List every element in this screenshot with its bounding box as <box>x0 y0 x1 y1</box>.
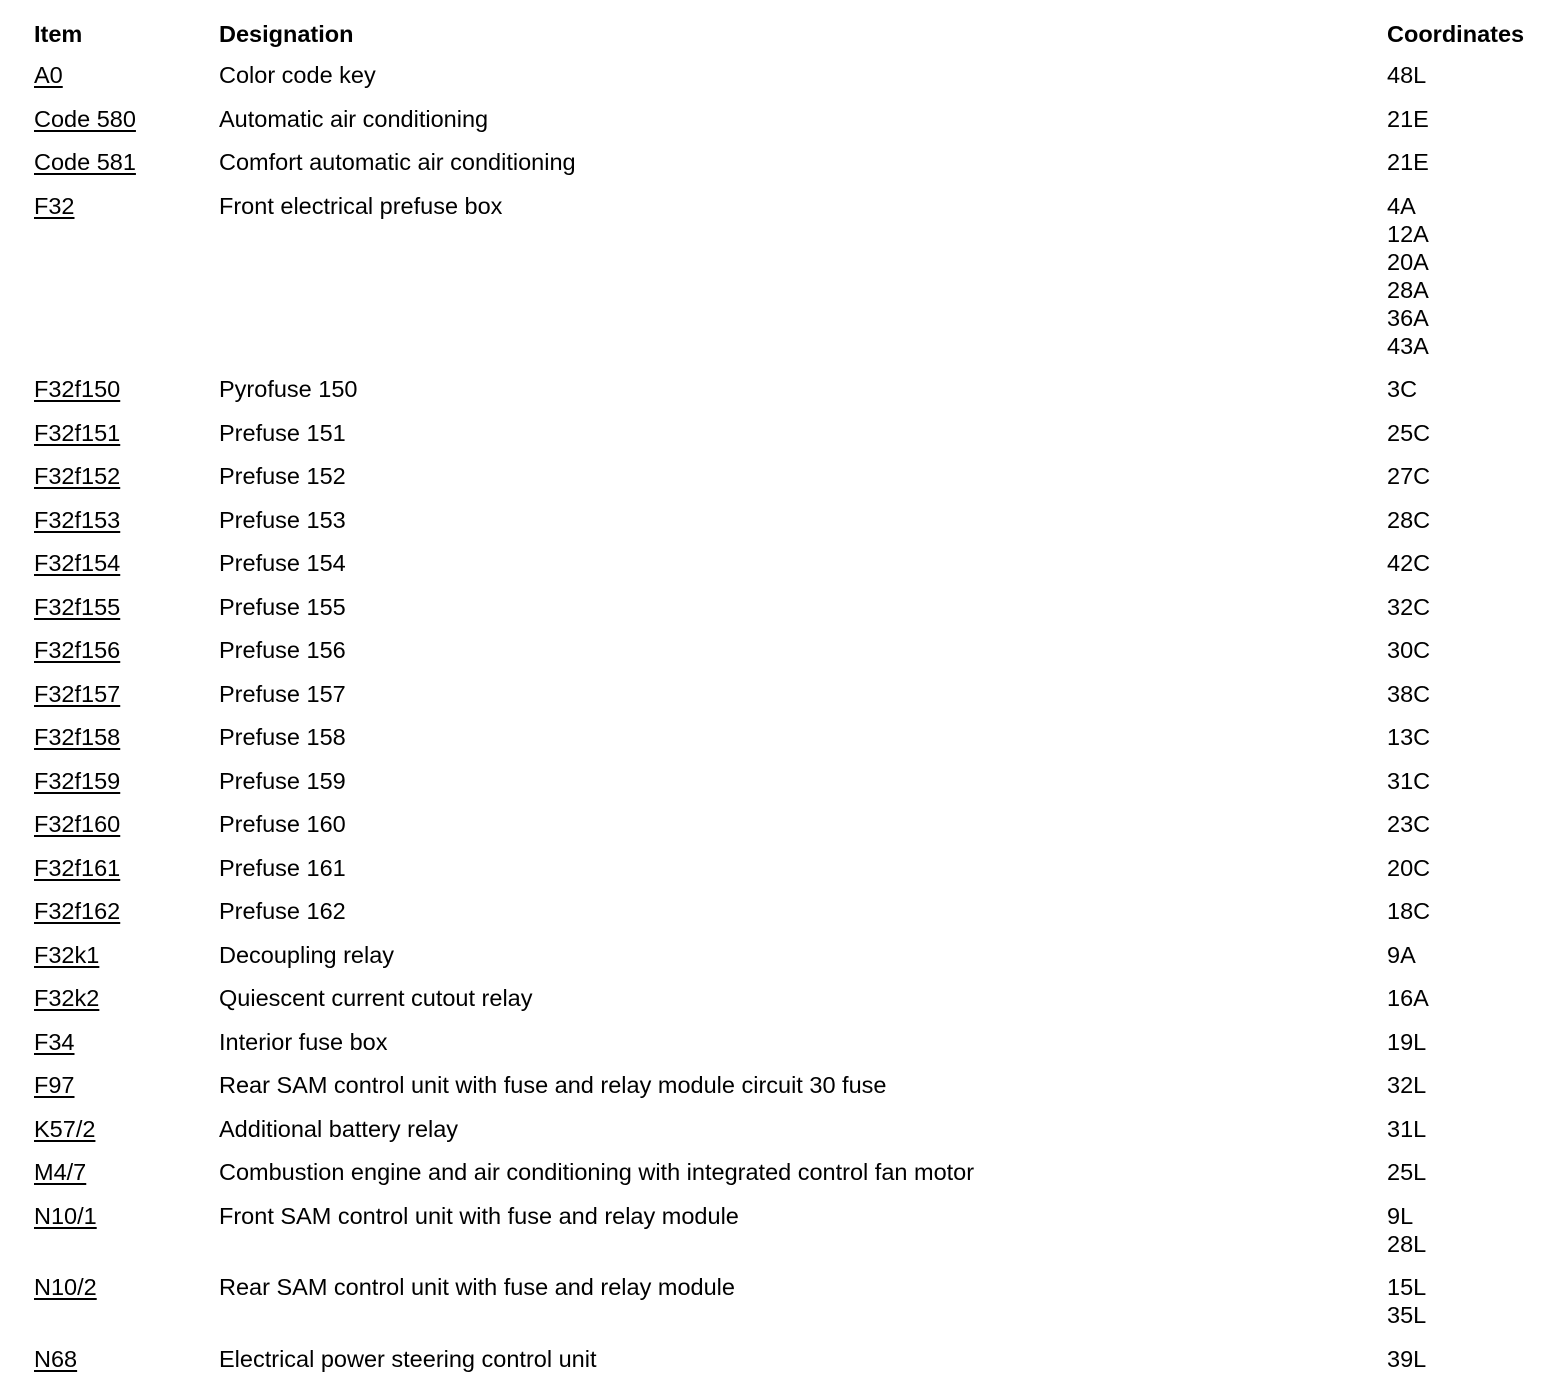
coordinate-value: 42C <box>1387 550 1431 576</box>
item-cell <box>34 192 75 220</box>
designation-cell: Pyrofuse 150 <box>219 376 358 402</box>
coordinate-value: 27C <box>1387 463 1431 489</box>
table-row <box>34 1158 1544 1186</box>
item-link[interactable]: Code 581 <box>34 149 136 175</box>
coordinate-value: 9L <box>1387 1202 1414 1229</box>
item-link[interactable]: F32f157 <box>34 680 121 707</box>
designation-cell: Comfort automatic air conditioning <box>219 149 576 175</box>
coordinate-value: 21E <box>1387 149 1429 175</box>
item-link[interactable]: K57/2 <box>34 1115 96 1142</box>
item-cell <box>34 549 120 577</box>
coordinates-cell <box>1387 941 1416 969</box>
table-row <box>34 1115 1544 1143</box>
item-cell <box>34 767 120 795</box>
table-body <box>34 61 1544 1373</box>
coordinates-cell <box>1387 984 1429 1012</box>
coordinate-value: 31C <box>1387 767 1431 794</box>
designation-cell: Decoupling relay <box>219 941 395 968</box>
coordinates-cell <box>1387 549 1430 577</box>
designation-cell: Quiescent current cutout relay <box>219 985 533 1011</box>
coordinate-value: 3C <box>1387 376 1418 402</box>
item-cell <box>34 1202 97 1230</box>
item-link[interactable]: F32k1 <box>34 941 100 968</box>
designation-cell: Prefuse 158 <box>219 724 346 750</box>
item-link[interactable]: N10/2 <box>34 1274 97 1300</box>
coordinate-value: 30C <box>1387 637 1431 663</box>
item-cell <box>34 593 120 621</box>
coordinates-cell <box>1387 810 1430 838</box>
item-cell <box>34 941 99 969</box>
designation-cell: Color code key <box>219 62 376 88</box>
designation-cell: Prefuse 154 <box>219 550 346 576</box>
coordinates-cell <box>1387 192 1429 360</box>
item-link[interactable]: M4/7 <box>34 1159 87 1185</box>
item-cell <box>34 897 120 925</box>
designation-cell: Prefuse 156 <box>219 637 346 663</box>
column-header-designation: Designation <box>219 21 354 47</box>
coordinates-cell <box>1387 375 1417 403</box>
coordinates-cell <box>1387 636 1430 664</box>
coordinate-value: 21E <box>1387 105 1429 132</box>
item-link[interactable]: F32f162 <box>34 898 121 924</box>
coordinates-cell <box>1387 680 1430 708</box>
designation-cell: Prefuse 153 <box>219 506 346 533</box>
coordinate-value: 36A <box>1387 304 1429 331</box>
designation-cell: Prefuse 157 <box>219 680 346 707</box>
item-link[interactable]: F97 <box>34 1072 75 1098</box>
item-link[interactable]: F32f156 <box>34 637 121 663</box>
legend-table <box>34 20 1544 1388</box>
coordinate-value: 39L <box>1387 1345 1427 1372</box>
item-link[interactable]: F32f152 <box>34 463 121 489</box>
item-cell <box>34 1158 86 1186</box>
item-link[interactable]: F32f150 <box>34 376 121 402</box>
table-row <box>34 462 1544 490</box>
item-cell <box>34 680 120 708</box>
coordinate-value: 15L <box>1387 1274 1427 1300</box>
designation-cell: Interior fuse box <box>219 1028 388 1055</box>
item-link[interactable]: F32f154 <box>34 550 121 576</box>
item-link[interactable]: N68 <box>34 1345 78 1372</box>
item-cell <box>34 810 120 838</box>
item-link[interactable]: F32 <box>34 192 75 219</box>
item-link[interactable]: F32f160 <box>34 811 121 837</box>
table-row <box>34 1028 1544 1056</box>
item-link[interactable]: N10/1 <box>34 1202 97 1229</box>
table-row <box>34 941 1544 969</box>
item-link[interactable]: F32f159 <box>34 767 121 794</box>
table-row <box>34 767 1544 795</box>
coordinates-cell <box>1387 105 1429 133</box>
coordinates-cell <box>1387 897 1430 925</box>
designation-cell: Prefuse 162 <box>219 898 346 924</box>
table-row <box>34 854 1544 882</box>
coordinates-cell <box>1387 1115 1426 1143</box>
item-cell <box>34 375 120 403</box>
coordinates-cell <box>1387 1028 1426 1056</box>
table-row <box>34 1071 1544 1099</box>
item-cell <box>34 1273 97 1301</box>
coordinate-value: 31L <box>1387 1115 1427 1142</box>
item-cell <box>34 462 120 490</box>
coordinates-cell <box>1387 1345 1426 1373</box>
item-link[interactable]: F32f151 <box>34 419 121 446</box>
coordinates-cell <box>1387 419 1430 447</box>
table-row <box>34 1345 1544 1373</box>
coordinate-value: 28A <box>1387 276 1429 303</box>
designation-cell: Prefuse 151 <box>219 419 346 446</box>
item-link[interactable]: F32f161 <box>34 854 121 881</box>
table-row <box>34 148 1544 176</box>
designation-cell: Combustion engine and air conditioning with integrated control fan motor <box>219 1159 975 1185</box>
coordinate-value: 32C <box>1387 593 1431 620</box>
item-cell <box>34 506 120 534</box>
coordinate-value: 43A <box>1387 332 1429 359</box>
item-link[interactable]: Code 580 <box>34 105 136 132</box>
designation-cell: Prefuse 160 <box>219 811 346 837</box>
coordinate-value: 19L <box>1387 1028 1427 1055</box>
table-row <box>34 636 1544 664</box>
designation-cell: Front electrical prefuse box <box>219 192 503 219</box>
table-row <box>34 1273 1544 1329</box>
coordinate-value: 12A <box>1387 220 1429 247</box>
coordinate-value: 20A <box>1387 248 1429 275</box>
table-header <box>34 20 1544 53</box>
column-header-coordinates: Coordinates <box>1387 21 1525 47</box>
coordinate-value: 32L <box>1387 1072 1427 1098</box>
item-link[interactable]: F34 <box>34 1028 75 1055</box>
coordinate-value: 28L <box>1387 1230 1427 1257</box>
coordinate-value: 16A <box>1387 985 1429 1011</box>
designation-cell: Prefuse 159 <box>219 767 346 794</box>
table-row <box>34 810 1544 838</box>
designation-cell: Additional battery relay <box>219 1115 459 1142</box>
item-cell <box>34 1115 95 1143</box>
table-row <box>34 593 1544 621</box>
designation-cell: Prefuse 161 <box>219 854 346 881</box>
coordinate-value: 35L <box>1387 1302 1427 1328</box>
coordinates-cell <box>1387 1158 1426 1186</box>
table-row <box>34 1202 1544 1258</box>
table-row <box>34 61 1544 89</box>
item-cell <box>34 419 120 447</box>
table-row <box>34 506 1544 534</box>
coordinate-value: 9A <box>1387 941 1416 968</box>
designation-cell: Electrical power steering control unit <box>219 1345 597 1372</box>
coordinates-cell <box>1387 506 1430 534</box>
coordinates-cell <box>1387 723 1430 751</box>
coordinate-value: 48L <box>1387 62 1427 88</box>
designation-cell: Rear SAM control unit with fuse and relay module <box>219 1274 735 1300</box>
item-link[interactable]: F32f158 <box>34 724 121 750</box>
item-cell <box>34 105 136 133</box>
table-row <box>34 984 1544 1012</box>
coordinate-value: 25L <box>1387 1159 1427 1185</box>
coordinates-cell <box>1387 462 1430 490</box>
item-link[interactable]: A0 <box>34 62 63 88</box>
coordinate-value: 4A <box>1387 192 1416 219</box>
coordinate-value: 38C <box>1387 680 1431 707</box>
table-row <box>34 375 1544 403</box>
item-cell <box>34 1028 75 1056</box>
item-cell <box>34 1345 77 1373</box>
coordinates-cell <box>1387 593 1430 621</box>
item-link[interactable]: F32f153 <box>34 506 121 533</box>
item-link[interactable]: F32k2 <box>34 985 100 1011</box>
coordinates-cell <box>1387 61 1426 89</box>
item-cell <box>34 723 120 751</box>
coordinate-value: 13C <box>1387 724 1431 750</box>
coordinate-value: 23C <box>1387 811 1431 837</box>
coordinate-value: 20C <box>1387 854 1431 881</box>
item-cell <box>34 636 120 664</box>
coordinates-cell <box>1387 854 1430 882</box>
item-cell <box>34 148 136 176</box>
item-cell <box>34 61 63 89</box>
item-cell <box>34 854 120 882</box>
designation-cell: Front SAM control unit with fuse and relay module <box>219 1202 739 1229</box>
table-row <box>34 897 1544 925</box>
designation-cell: Prefuse 152 <box>219 463 346 489</box>
table-row <box>34 192 1544 360</box>
coordinates-cell <box>1387 148 1429 176</box>
coordinates-cell <box>1387 1071 1426 1099</box>
table-row <box>34 680 1544 708</box>
item-cell <box>34 1071 75 1099</box>
designation-cell: Prefuse 155 <box>219 593 346 620</box>
table-row <box>34 549 1544 577</box>
table-row <box>34 105 1544 133</box>
coordinates-cell <box>1387 1273 1426 1329</box>
designation-cell: Rear SAM control unit with fuse and relay module circuit 30 fuse <box>219 1072 887 1098</box>
item-link[interactable]: F32f155 <box>34 593 121 620</box>
table-row <box>34 419 1544 447</box>
column-header-item: Item <box>34 21 83 47</box>
item-cell <box>34 984 99 1012</box>
coordinate-value: 18C <box>1387 898 1431 924</box>
coordinates-cell <box>1387 767 1430 795</box>
coordinate-value: 28C <box>1387 506 1431 533</box>
designation-cell: Automatic air conditioning <box>219 105 489 132</box>
coordinate-value: 25C <box>1387 419 1431 446</box>
table-row <box>34 723 1544 751</box>
coordinates-cell <box>1387 1202 1426 1258</box>
